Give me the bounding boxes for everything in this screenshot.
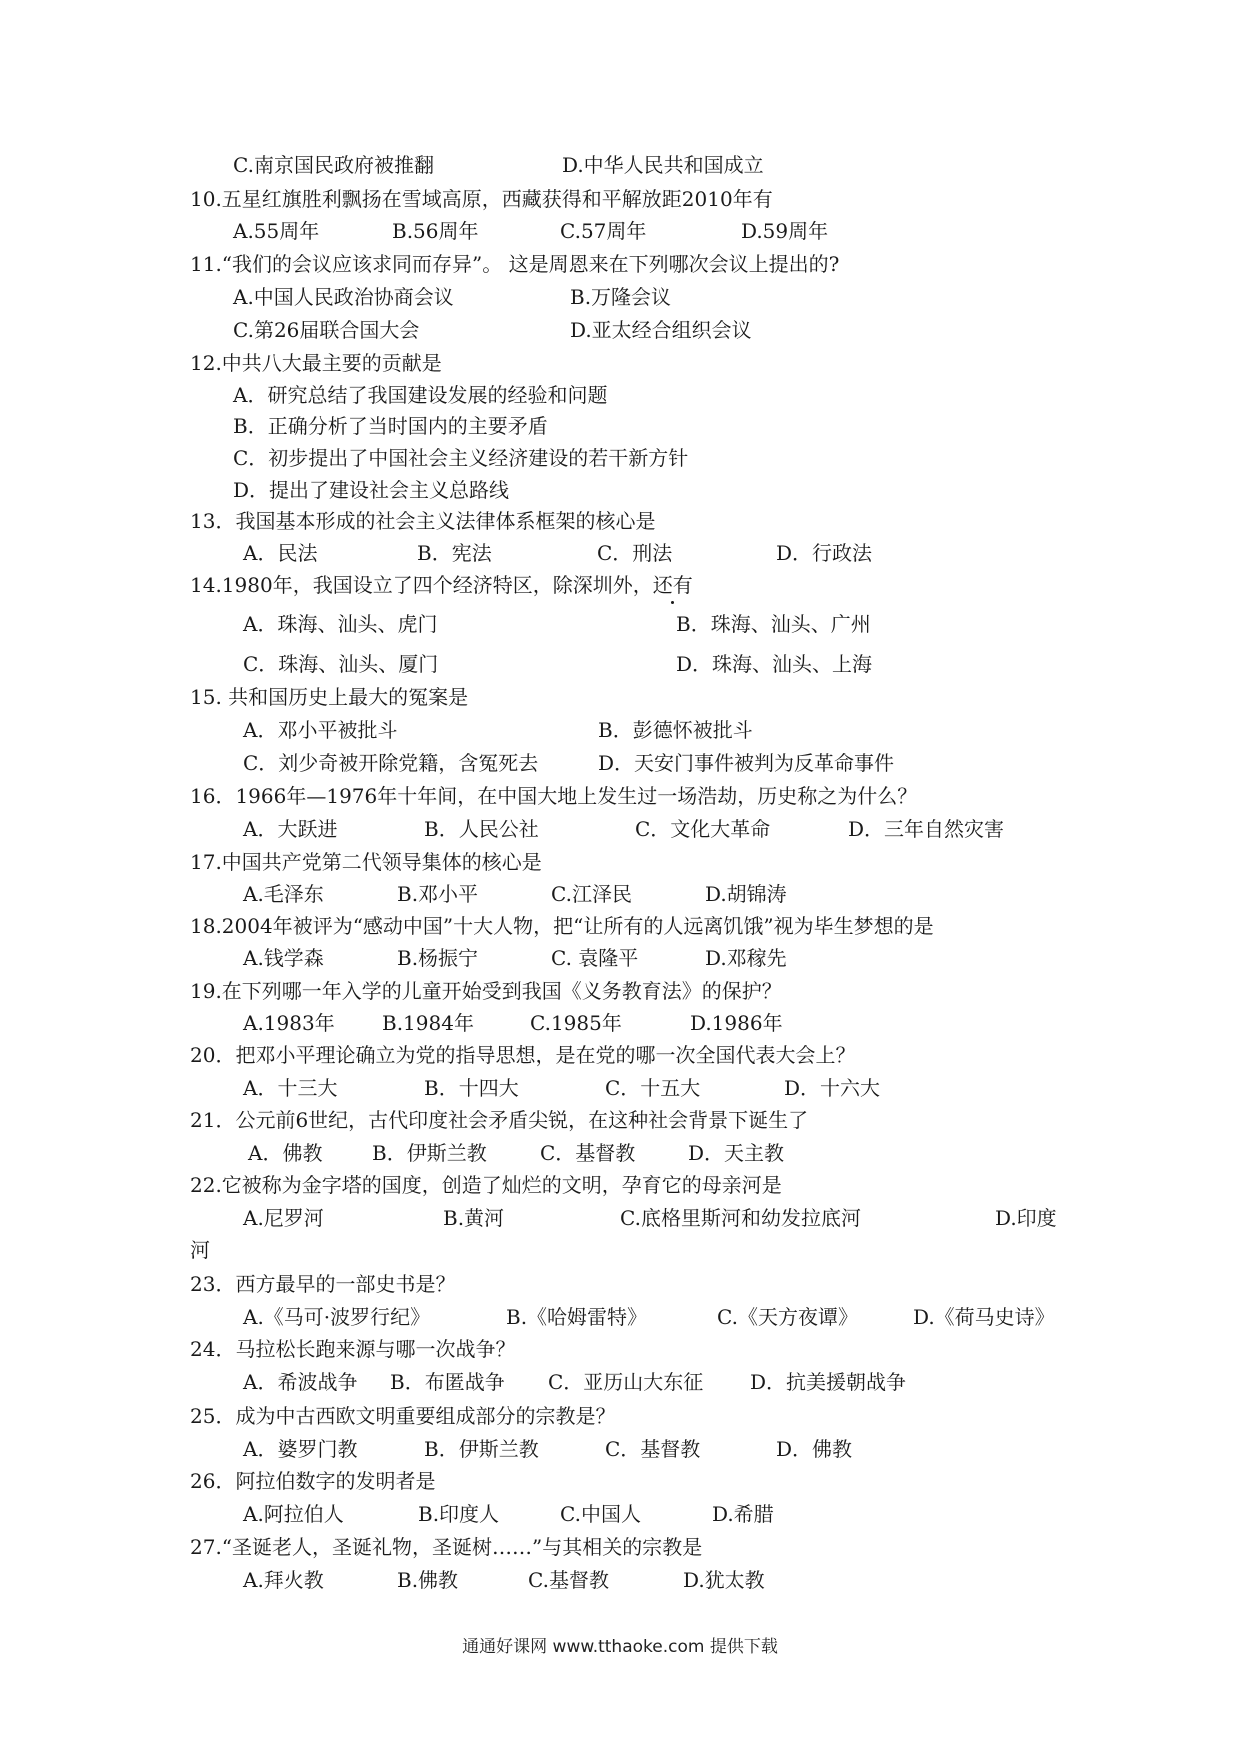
option-d: D．抗美援朝战争: [750, 1370, 907, 1394]
question-14: [190, 573, 693, 597]
question-12: 12.中共八大最主要的贡献是: [190, 351, 442, 375]
question-23: 23．西方最早的一部史书是？: [190, 1272, 456, 1296]
option-c: C．基督教: [540, 1141, 636, 1165]
option-c: C.第26届联合国大会: [233, 318, 420, 342]
option-b: B．布匿战争: [390, 1370, 505, 1394]
question-18: 18.2004年被评为“感动中国”十大人物，把“让所有的人远离饥饿”视为毕生梦想的是: [190, 914, 934, 938]
option-d-continuation: 河: [190, 1238, 210, 1262]
question-21: 21．公元前6世纪，古代印度社会矛盾尖锐，在这种社会背景下诞生了: [190, 1108, 809, 1132]
option-b: B.56周年: [392, 219, 479, 243]
option-a: A．佛教: [248, 1141, 323, 1165]
question-16: 16．1966年—1976年十年间，在中国大地上发生过一场浩劫，历史称之为什么？: [190, 784, 918, 808]
option-d: D.希腊: [712, 1502, 774, 1526]
question-22: 22.它被称为金字塔的国度，创造了灿烂的文明，孕育它的母亲河是: [190, 1173, 782, 1197]
option-a: A.中国人民政治协商会议: [233, 285, 454, 309]
option-b: B．人民公社: [424, 817, 539, 841]
question-19: 19.在下列哪一年入学的儿童开始受到我国《义务教育法》的保护？: [190, 979, 782, 1003]
option-a: A.《马可·波罗行纪》: [243, 1305, 431, 1329]
option-d: D．天主教: [688, 1141, 785, 1165]
question-26: 26．阿拉伯数字的发明者是: [190, 1469, 436, 1493]
question-20: 20．把邓小平理论确立为党的指导思想，是在党的哪一次全国代表大会上？: [190, 1043, 856, 1067]
option-c: C.南京国民政府被推翻: [233, 153, 434, 177]
question-11: 11.“我们的会议应该求同而存异”。 这是周恩来在下列哪次会议上提出的?: [190, 252, 840, 276]
option-d: D.《荷马史诗》: [913, 1305, 1055, 1329]
question-10: 10.五星红旗胜利飘扬在雪域高原，西藏获得和平解放距2010年有: [190, 187, 773, 211]
option-a: A.55周年: [233, 219, 320, 243]
option-b: B.佛教: [397, 1568, 459, 1592]
option-b: B．伊斯兰教: [424, 1437, 539, 1461]
option-c: C.《天方夜谭》: [717, 1305, 858, 1329]
option-d: D.中华人民共和国成立: [562, 153, 764, 177]
emphasis-marked-text: 还有: [652, 573, 693, 597]
option-b: B．珠海、汕头、广州: [676, 612, 871, 636]
option-d: D.胡锦涛: [705, 882, 787, 906]
page-footer: 通通好课网 www.tthaoke.com 提供下载: [462, 1637, 778, 1657]
option-a: A.尼罗河: [243, 1206, 324, 1230]
question-25: 25．成为中古西欧文明重要组成部分的宗教是？: [190, 1404, 616, 1428]
question-27: 27.“圣诞老人，圣诞礼物，圣诞树……”与其相关的宗教是: [190, 1535, 703, 1559]
option-b: B．正确分析了当时国内的主要矛盾: [233, 414, 548, 438]
option-c: C. 袁隆平: [551, 946, 639, 970]
option-c: C．刘少奇被开除党籍，含冤死去: [243, 751, 539, 775]
option-d: D．三年自然灾害: [848, 817, 1005, 841]
question-14-text: 14.1980年，我国设立了四个经济特区，除深圳外，: [190, 573, 653, 597]
option-d: D．行政法: [776, 541, 873, 565]
option-d: D.59周年: [741, 219, 829, 243]
option-d: D.印度: [995, 1206, 1057, 1230]
option-b: B.杨振宁: [397, 946, 479, 970]
question-13: 13．我国基本形成的社会主义法律体系框架的核心是: [190, 509, 656, 533]
option-d: D．天安门事件被判为反革命事件: [598, 751, 895, 775]
option-a: A．婆罗门教: [243, 1437, 358, 1461]
option-d: D.犹太教: [683, 1568, 765, 1592]
option-b: B．伊斯兰教: [372, 1141, 487, 1165]
option-c: C.中国人: [560, 1502, 641, 1526]
option-a: A.钱学森: [243, 946, 324, 970]
question-24: 24．马拉松长跑来源与哪一次战争？: [190, 1337, 516, 1361]
option-c: C．十五大: [605, 1076, 701, 1100]
question-15: 15. 共和国历史上最大的冤案是: [190, 685, 469, 709]
option-b: B.万隆会议: [570, 285, 672, 309]
option-b: B.黄河: [443, 1206, 505, 1230]
option-d: D．十六大: [784, 1076, 881, 1100]
option-c: C.江泽民: [551, 882, 632, 906]
option-c: C．亚历山大东征: [548, 1370, 704, 1394]
option-c: C．初步提出了中国社会主义经济建设的若干新方针: [233, 446, 689, 470]
option-a: A．希波战争: [243, 1370, 358, 1394]
option-b: B.邓小平: [397, 882, 479, 906]
option-a: A.1983年: [243, 1011, 335, 1035]
option-b: B．彭德怀被批斗: [598, 718, 753, 742]
option-c: C.57周年: [560, 219, 647, 243]
option-c: C.底格里斯河和幼发拉底河: [620, 1206, 861, 1230]
option-c: C．文化大革命: [635, 817, 771, 841]
question-17: 17.中国共产党第二代领导集体的核心是: [190, 850, 542, 874]
option-a: A．民法: [243, 541, 318, 565]
option-a: A.拜火教: [243, 1568, 324, 1592]
option-d: D.亚太经合组织会议: [570, 318, 752, 342]
option-c: C.基督教: [528, 1568, 609, 1592]
option-b: B．宪法: [417, 541, 492, 565]
option-d: D．佛教: [776, 1437, 853, 1461]
option-a: A.毛泽东: [243, 882, 324, 906]
option-d: D．珠海、汕头、上海: [676, 652, 873, 676]
option-a: A．邓小平被批斗: [243, 718, 398, 742]
option-b: B.《哈姆雷特》: [506, 1305, 648, 1329]
option-b: B．十四大: [424, 1076, 519, 1100]
option-c: C．基督教: [605, 1437, 701, 1461]
option-b: B.1984年: [382, 1011, 474, 1035]
option-d: D.邓稼先: [705, 946, 787, 970]
option-a: A．珠海、汕头、虎门: [243, 612, 438, 636]
option-d: D．提出了建设社会主义总路线: [233, 478, 510, 502]
option-d: D.1986年: [690, 1011, 783, 1035]
option-b: B.印度人: [418, 1502, 500, 1526]
option-c: C．珠海、汕头、厦门: [243, 652, 439, 676]
option-a: A.阿拉伯人: [243, 1502, 344, 1526]
option-c: C.1985年: [530, 1011, 622, 1035]
option-a: A．研究总结了我国建设发展的经验和问题: [233, 383, 608, 407]
option-a: A．大跃进: [243, 817, 338, 841]
option-a: A．十三大: [243, 1076, 338, 1100]
option-c: C．刑法: [597, 541, 673, 565]
